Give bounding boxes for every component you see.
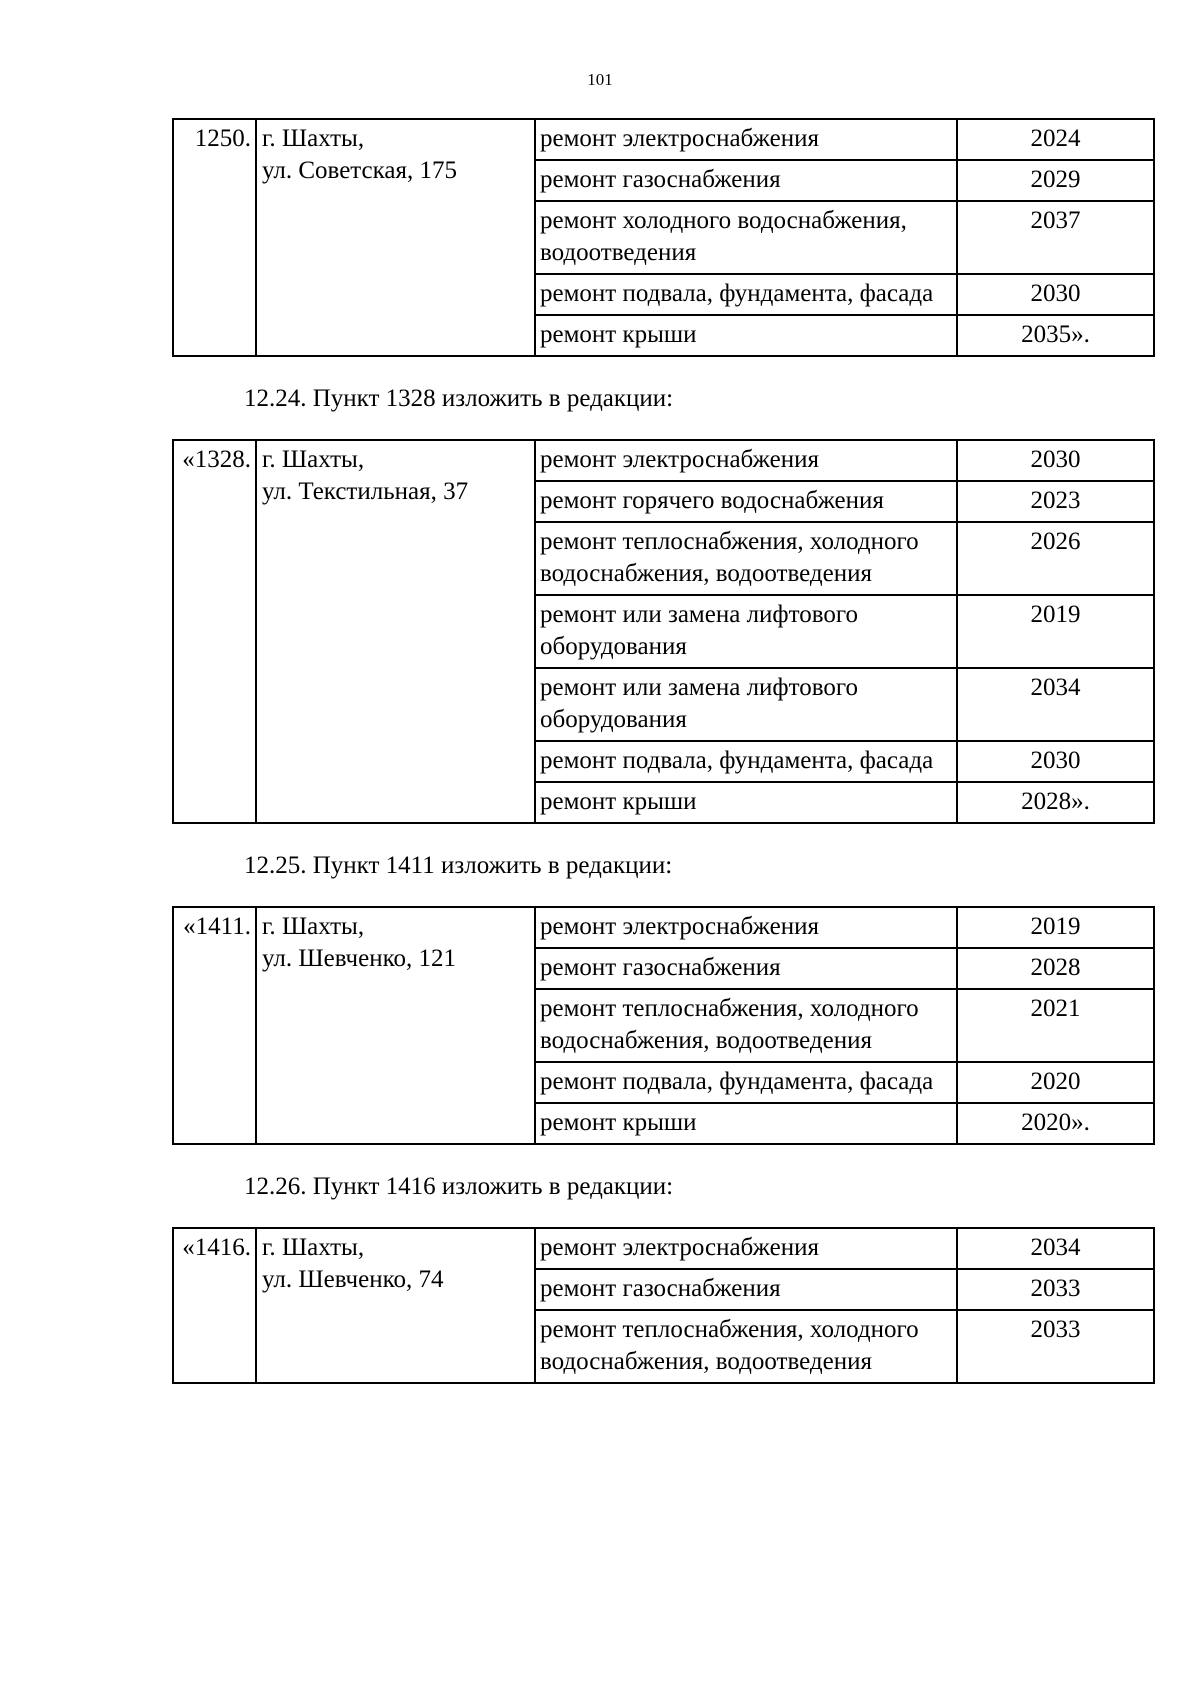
work-year: 2034 <box>957 1228 1154 1269</box>
work-year: 2026 <box>957 522 1154 595</box>
work-type: ремонт теплоснабжения, холодного водоснабжения, водоотведения <box>535 1310 957 1383</box>
address-street: ул. Советская, 175 <box>262 157 457 184</box>
work-year: 2019 <box>957 907 1154 948</box>
address-street: ул. Шевченко, 74 <box>262 1266 444 1293</box>
table-row <box>173 440 1154 481</box>
item-number: 1250. <box>173 119 256 356</box>
table-row <box>173 907 1154 948</box>
item-number: «1328. <box>173 440 256 823</box>
work-year: 2033 <box>957 1269 1154 1310</box>
work-year: 2023 <box>957 481 1154 522</box>
address-city: г. Шахты, <box>262 446 365 473</box>
item-address <box>256 1228 535 1383</box>
page-number: 101 <box>587 70 613 89</box>
work-type: ремонт электроснабжения <box>535 440 957 481</box>
work-type: ремонт холодного водоснабжения, водоотведения <box>535 201 957 274</box>
work-year: 2037 <box>957 201 1154 274</box>
work-year: 2028 <box>957 948 1154 989</box>
work-year: 2034 <box>957 668 1154 741</box>
section-heading: 12.26. Пункт 1416 изложить в редакции: <box>244 1173 674 1200</box>
table-row <box>173 1228 1154 1269</box>
item-number: «1411. <box>173 907 256 1144</box>
work-year: 2020». <box>957 1103 1154 1144</box>
work-year: 2033 <box>957 1310 1154 1383</box>
table-item-1328 <box>172 439 1155 824</box>
item-address <box>256 119 535 356</box>
work-year: 2029 <box>957 160 1154 201</box>
work-year: 2035». <box>957 315 1154 356</box>
work-type: ремонт или замена лифтового оборудования <box>535 595 957 668</box>
work-year: 2020 <box>957 1062 1154 1103</box>
work-year: 2021 <box>957 989 1154 1062</box>
work-type: ремонт газоснабжения <box>535 1269 957 1310</box>
address-city: г. Шахты, <box>262 125 365 152</box>
work-type: ремонт электроснабжения <box>535 119 957 160</box>
work-type: ремонт крыши <box>535 1103 957 1144</box>
work-type: ремонт подвала, фундамента, фасада <box>535 274 957 315</box>
work-year: 2019 <box>957 595 1154 668</box>
work-year: 2030 <box>957 741 1154 782</box>
work-type: ремонт горячего водоснабжения <box>535 481 957 522</box>
address-city: г. Шахты, <box>262 913 365 940</box>
address-street: ул. Шевченко, 121 <box>262 945 456 972</box>
item-address <box>256 440 535 823</box>
work-type: ремонт крыши <box>535 782 957 823</box>
work-year: 2028». <box>957 782 1154 823</box>
document-body <box>172 118 1155 1384</box>
table-item-1250 <box>172 118 1155 357</box>
work-type: ремонт газоснабжения <box>535 948 957 989</box>
work-type: ремонт электроснабжения <box>535 907 957 948</box>
work-year: 2030 <box>957 440 1154 481</box>
item-number: «1416. <box>173 1228 256 1383</box>
table-item-1411 <box>172 906 1155 1145</box>
work-type: ремонт теплоснабжения, холодного водоснабжения, водоотведения <box>535 989 957 1062</box>
work-type: ремонт подвала, фундамента, фасада <box>535 741 957 782</box>
item-address <box>256 907 535 1144</box>
address-city: г. Шахты, <box>262 1234 365 1261</box>
work-type: ремонт или замена лифтового оборудования <box>535 668 957 741</box>
section-heading: 12.25. Пункт 1411 изложить в редакции: <box>244 852 673 879</box>
work-type: ремонт теплоснабжения, холодного водоснабжения, водоотведения <box>535 522 957 595</box>
table-item-1416 <box>172 1227 1155 1384</box>
work-type: ремонт электроснабжения <box>535 1228 957 1269</box>
work-type: ремонт подвала, фундамента, фасада <box>535 1062 957 1103</box>
work-type: ремонт крыши <box>535 315 957 356</box>
work-year: 2030 <box>957 274 1154 315</box>
address-street: ул. Текстильная, 37 <box>262 478 469 505</box>
table-row <box>173 119 1154 160</box>
work-year: 2024 <box>957 119 1154 160</box>
section-heading: 12.24. Пункт 1328 изложить в редакции: <box>244 385 674 412</box>
work-type: ремонт газоснабжения <box>535 160 957 201</box>
